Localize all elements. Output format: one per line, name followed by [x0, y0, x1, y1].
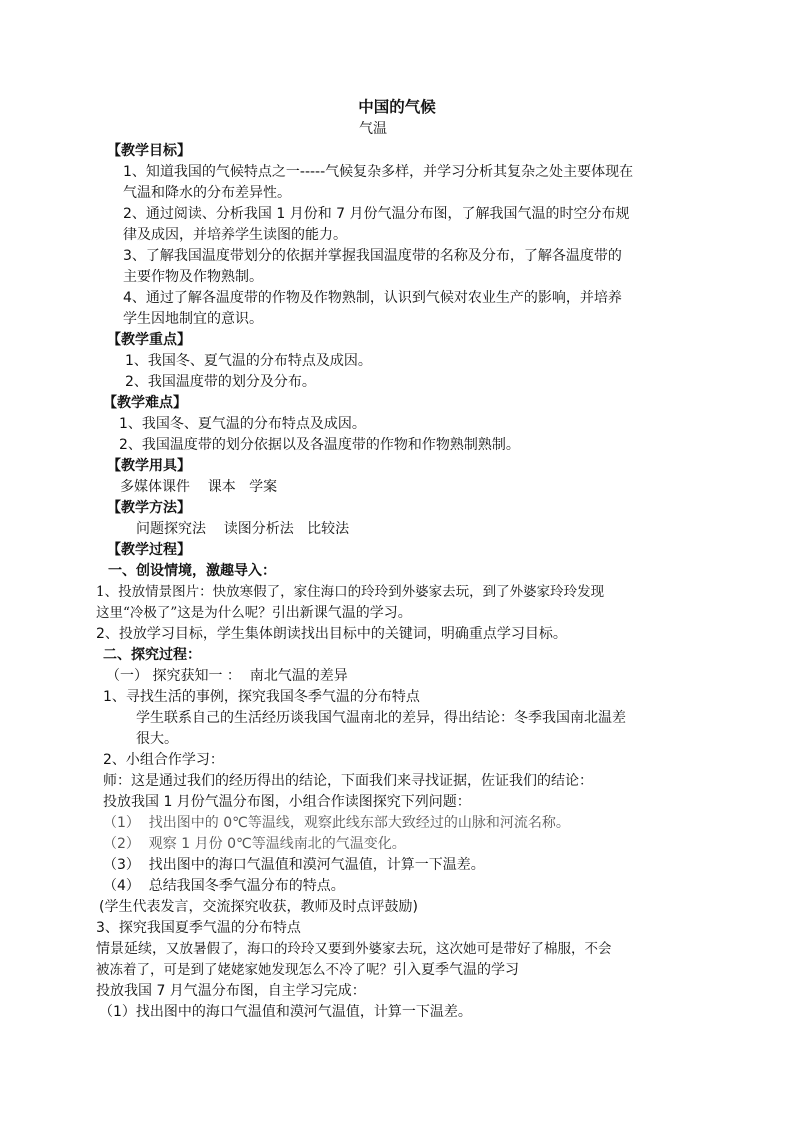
- scene-line-1-story: 又放暑假了，海口的玲玲又要到外婆家去玩，这次她可是带好了棉服，不会: [166, 941, 612, 957]
- difficulty-2: 2、我国温度带的划分依据以及各温度带的作物和作物熟制熟制。: [119, 437, 520, 453]
- january-map-task: 投放我国 1 月份气温分布图，小组合作读图探究下列问题：: [103, 794, 471, 810]
- intro-step-1-line-2: [96, 603, 412, 623]
- scene-line-2-tail: 引入夏季气温的学习: [393, 962, 519, 978]
- question-1: （1） 找出图中的 0℃等温线，观察此线东部大致经过的山脉和河流名称。: [103, 815, 570, 831]
- objective-3-line-1: 3、了解我国温度带划分的依据并掌握我国温度带的名称及分布，了解各温度带的: [123, 248, 622, 264]
- intro-step-1-tail: 引出新课气温的学习。: [271, 605, 412, 621]
- question-3: （3） 找出图中的海口气温值和漠河气温值，计算一下温差。: [103, 857, 485, 873]
- key-point-2: 2、我国温度带的划分及分布。: [125, 374, 316, 390]
- inquiry-1-title: （一） 探究获知一 ： 南北气温的差异: [106, 668, 348, 684]
- intro-step-2: 2、投放学习目标，学生集体朗读找出目标中的关键词，明确重点学习目标。: [96, 626, 567, 642]
- scene-line-1-start: 情景延续，: [96, 941, 166, 957]
- methods-text: 问题探究法 读图分析法 比较法: [136, 521, 350, 537]
- inquiry-step-2: 2、小组合作学习：: [103, 752, 224, 768]
- objectives-heading: 【教学目标】: [107, 143, 191, 159]
- objective-2-line-1: 2、通过阅读、分析我国 1 月份和 7 月份气温分布图，了解我国气温的时空分布规: [123, 206, 630, 222]
- objective-4-line-1: 4、通过了解各温度带的作物及作物熟制，认识到气候对农业生产的影响，并培养: [123, 290, 622, 306]
- question-4: （4） 总结我国冬季气温分布的特点。: [103, 878, 345, 894]
- difficulty-1: 1、我国冬、夏气温的分布特点及成因。: [119, 416, 366, 432]
- tools-text: 多媒体课件 课本 学案: [120, 479, 278, 495]
- key-point-1: 1、我国冬、夏气温的分布特点及成因。: [125, 353, 372, 369]
- scene-line-2: [96, 960, 519, 980]
- part1-title: 一、创设情境，激趣导入：: [108, 563, 276, 579]
- tools-heading: 【教学用具】: [107, 458, 191, 474]
- inquiry-step-1: 1、寻找生活的事例，探究我国冬季气温的分布特点: [103, 689, 420, 705]
- inquiry-step-1-desc-line-1: 学生联系自己的生活经历谈我国气温南北的差异，得出结论：冬季我国南北温差: [136, 710, 626, 726]
- scene-line-1: [96, 939, 612, 959]
- scene-line-2-story: 被冻着了，可是到了姥姥家她发现怎么不冷了呢？: [96, 962, 393, 978]
- inquiry-step-1-desc-line-2: 很大。: [136, 731, 178, 747]
- objective-4-line-2: 学生因地制宜的意识。: [123, 311, 263, 327]
- page-subtitle: 气温: [359, 121, 387, 137]
- methods-heading: 【教学方法】: [107, 500, 191, 516]
- part2-title: 二、探究过程：: [103, 647, 201, 663]
- july-question-1: （1）找出图中的海口气温值和漠河气温值，计算一下温差。: [99, 1004, 472, 1020]
- objective-2-line-2: 律及成因，并培养学生读图的能力。: [123, 227, 347, 243]
- question-2: （2） 观察 1 月份 0℃等温线南北的气温变化。: [103, 836, 406, 852]
- objective-1-line-2: 气温和降水的分布差异性。: [123, 185, 291, 201]
- feedback-note: (学生代表发言，交流探究收获，教师及时点评鼓励): [99, 899, 418, 915]
- difficulties-heading: 【教学难点】: [103, 395, 187, 411]
- objective-1-line-1: 1、知道我国的气候特点之一-----气候复杂多样，并学习分析其复杂之处主要体现在: [123, 164, 634, 180]
- teacher-line: 师：这是通过我们的经历得出的结论，下面我们来寻找证据，佐证我们的结论：: [103, 773, 593, 789]
- intro-step-1-quote: 这里“冷极了”这是为什么呢？: [96, 605, 272, 621]
- key-points-heading: 【教学重点】: [107, 332, 191, 348]
- july-map-task: 投放我国 7 月气温分布图，自主学习完成：: [96, 983, 366, 999]
- page-title: 中国的气候: [358, 98, 436, 116]
- objective-3-line-2: 主要作物及作物熟制。: [123, 269, 263, 285]
- inquiry-step-3: 3、探究我国夏季气温的分布特点: [96, 920, 301, 936]
- intro-step-1-line-1: 1、投放情景图片：快放寒假了，家住海口的玲玲到外婆家去玩，到了外婆家玲玲发现: [96, 584, 605, 600]
- process-heading: 【教学过程】: [107, 542, 191, 558]
